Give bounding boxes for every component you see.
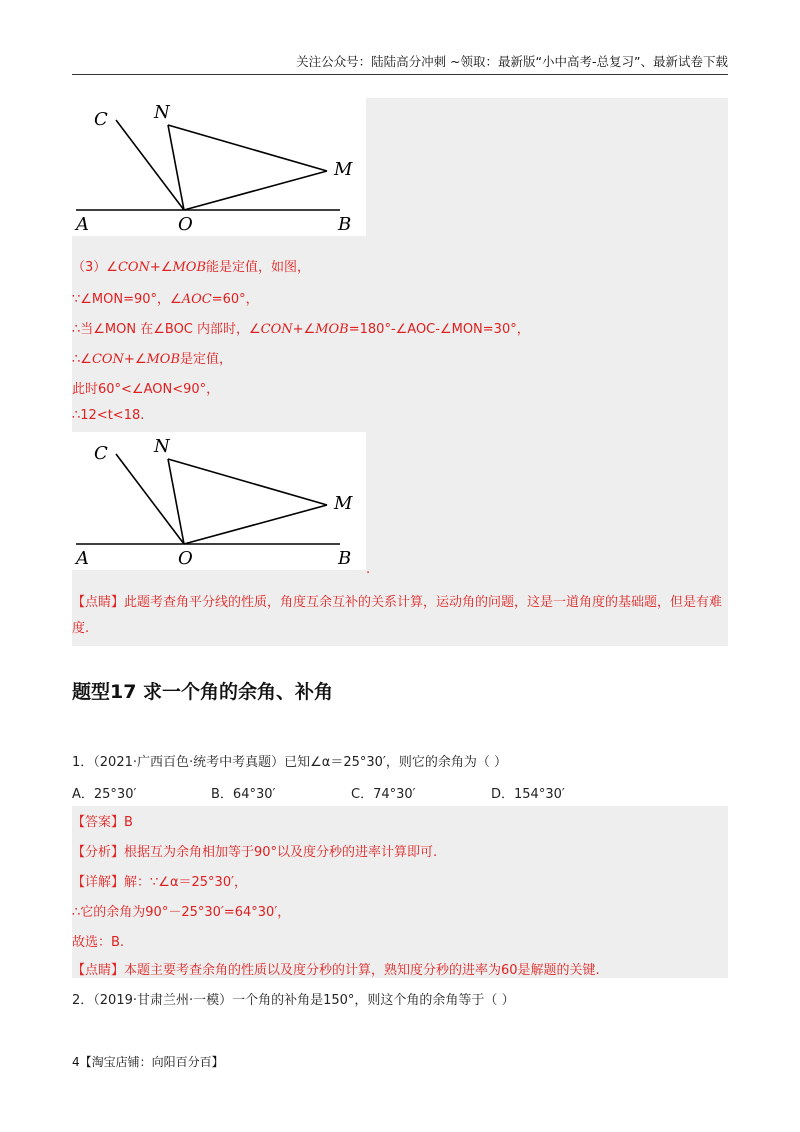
q1-option-a: A．25°30′ <box>72 787 137 802</box>
label-m: M <box>334 159 353 180</box>
label-b: B <box>338 548 352 569</box>
q1-stem: 1．（2021·广西百色·统考中考真题）已知∠α＝25°30′，则它的余角为（ ） <box>72 755 508 770</box>
q1-detail: 【详解】解：∵∠α＝25°30′， <box>72 875 248 890</box>
label-a: A <box>76 214 89 235</box>
part3-line1: （3）∠CON+∠MOB能是定值，如图， <box>72 260 311 275</box>
q1-analysis: 【分析】根据互为余角相加等于90°以及度分秒的进率计算即可. <box>72 845 438 860</box>
label-n: N <box>154 436 170 457</box>
figure-2-svg <box>72 432 366 570</box>
part3-line4: ∴∠CON+∠MOB是定值， <box>72 352 233 367</box>
part3-line6: ∴12<t<18. <box>72 408 145 423</box>
part3-line5: 此时60°<∠AON<90°， <box>72 382 220 397</box>
geometry-figure-2 <box>72 432 366 570</box>
label-o: O <box>178 214 193 235</box>
label-b: B <box>338 214 352 235</box>
label-a: A <box>76 548 89 569</box>
section-title: 题型17 求一个角的余角、补角 <box>72 681 334 703</box>
label-o: O <box>178 548 193 569</box>
label-c: C <box>94 109 108 130</box>
q2-stem: 2．（2019·甘肃兰州·一模）一个角的补角是150°，则这个角的余角等于（ ） <box>72 993 515 1008</box>
part3-line2: ∵∠MON=90°，∠AOC=60°， <box>72 292 259 307</box>
q1-option-d: D．154°30′ <box>491 787 565 802</box>
label-m: M <box>334 493 353 514</box>
q1-choose: 故选：B. <box>72 935 125 950</box>
figure-dot: . <box>366 562 371 577</box>
page-footer: 4【淘宝店铺：向阳百分百】 <box>72 1055 224 1069</box>
part3-line3: ∴当∠MON 在∠BOC 内部时，∠CON+∠MOB=180°-∠AOC-∠MON=30°， <box>72 322 530 337</box>
figure-1-svg <box>72 98 366 236</box>
q1-comment: 【点睛】本题主要考查余角的性质以及度分秒的计算，熟知度分秒的进率为60是解题的关键. <box>72 963 600 978</box>
q1-answer: 【答案】B <box>72 815 133 830</box>
label-c: C <box>94 443 108 464</box>
q1-option-b: B．64°30′ <box>211 787 276 802</box>
label-n: N <box>154 102 170 123</box>
q1-option-c: C．74°30′ <box>351 787 416 802</box>
answer-box <box>72 806 728 978</box>
comment-1: 【点睛】此题考查角平分线的性质，角度互余互补的关系计算，运动角的问题，这是一道角度的基础题，但是有难度. <box>72 595 723 636</box>
page-header: 关注公众号：陆陆高分冲刺 ~领取：最新版“小中高考-总复习”、最新试卷下载 <box>72 52 728 75</box>
geometry-figure-1 <box>72 98 366 236</box>
q1-calc: ∴它的余角为90°－25°30′=64°30′， <box>72 905 291 920</box>
